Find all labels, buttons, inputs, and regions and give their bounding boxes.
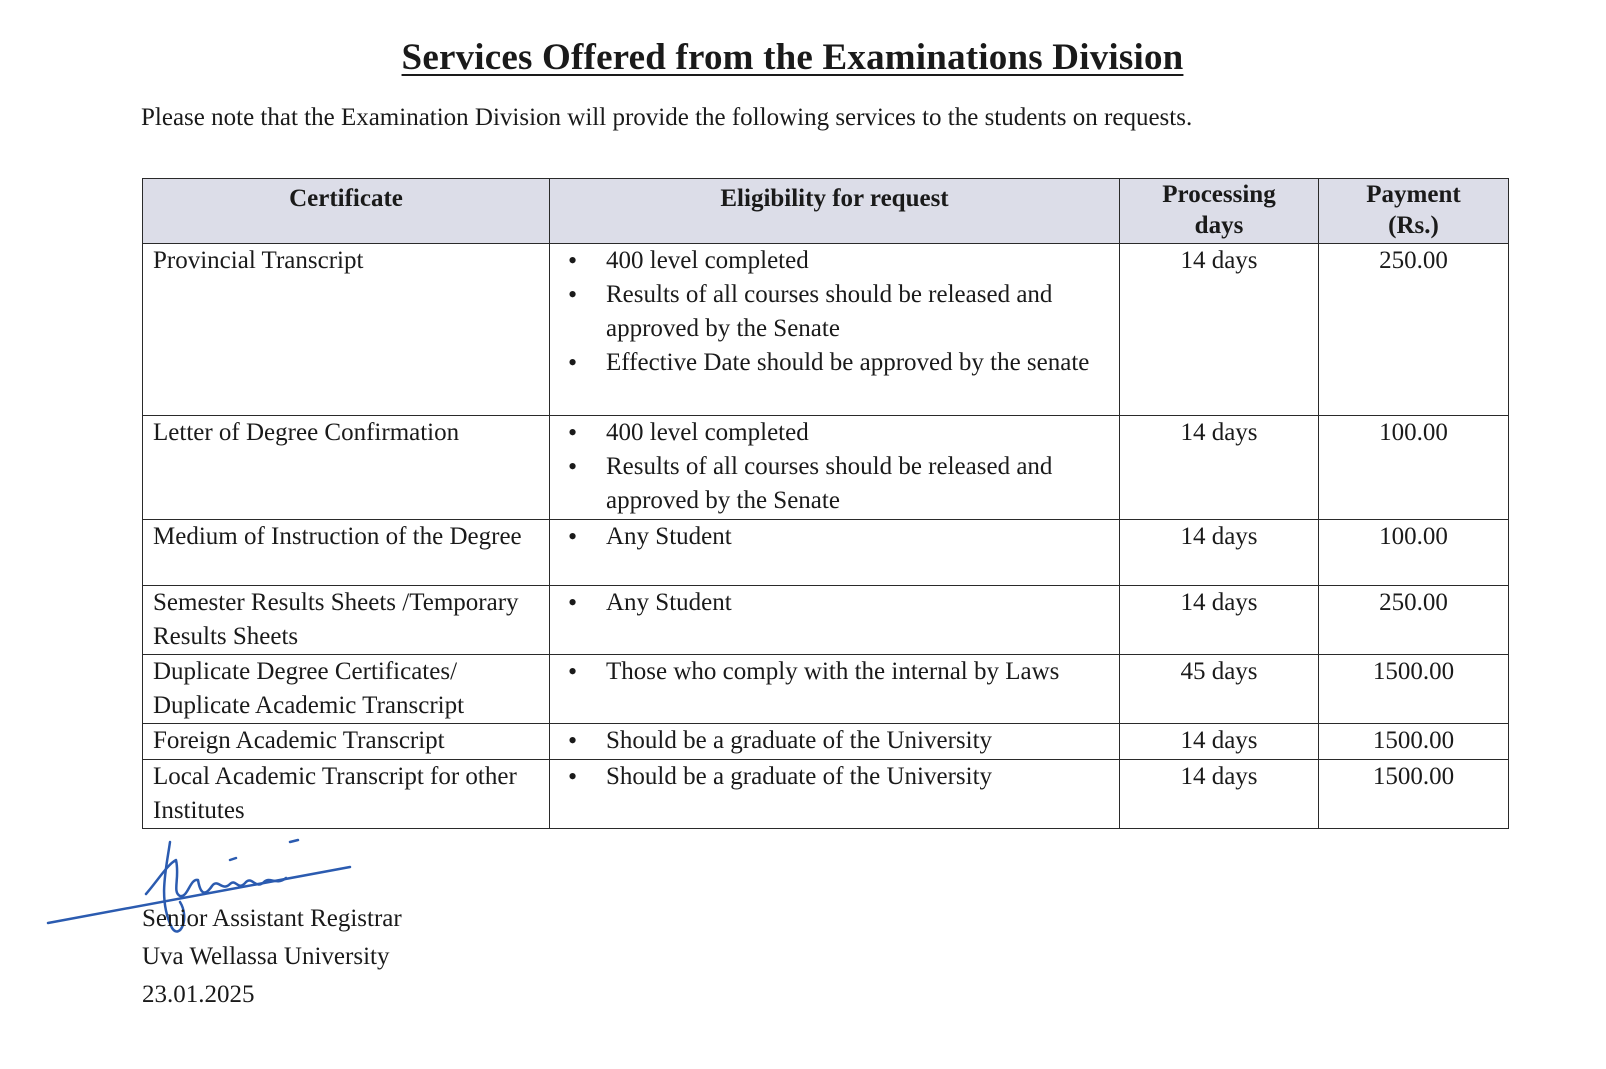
cell-processing-days: 14 days bbox=[1120, 760, 1319, 829]
cell-processing-days: 14 days bbox=[1120, 416, 1319, 520]
bullet-icon: • bbox=[568, 280, 578, 309]
services-table bbox=[142, 178, 1509, 829]
table-row bbox=[143, 655, 1509, 724]
table-body bbox=[143, 244, 1509, 829]
eligibility-text: Results of all courses should be released and approved by the Senate bbox=[606, 281, 1053, 342]
eligibility-text: Any Student bbox=[606, 589, 732, 616]
eligibility-text: Any Student bbox=[606, 523, 732, 550]
eligibility-list bbox=[560, 244, 1109, 380]
header-processing-days bbox=[1120, 179, 1319, 244]
eligibility-text: Should be a graduate of the University bbox=[606, 727, 993, 754]
cell-processing-days: 14 days bbox=[1120, 520, 1319, 586]
cell-eligibility bbox=[550, 724, 1120, 760]
cell-eligibility bbox=[550, 520, 1120, 586]
table-row bbox=[143, 416, 1509, 520]
cell-eligibility bbox=[550, 416, 1120, 520]
cell-processing-days: 14 days bbox=[1120, 586, 1319, 655]
eligibility-item bbox=[568, 760, 1109, 794]
eligibility-list bbox=[560, 655, 1109, 689]
eligibility-text: Should be a graduate of the University bbox=[606, 763, 993, 790]
table-row bbox=[143, 520, 1509, 586]
cell-certificate: Local Academic Transcript for other Institutes bbox=[143, 760, 550, 829]
eligibility-list bbox=[560, 724, 1109, 758]
cell-processing-days: 45 days bbox=[1120, 655, 1319, 724]
header-payment-line2: (Rs.) bbox=[1388, 212, 1439, 239]
bullet-icon: • bbox=[568, 418, 578, 447]
cell-eligibility bbox=[550, 586, 1120, 655]
bullet-icon: • bbox=[568, 348, 578, 377]
signatory-institution: Uva Wellassa University bbox=[142, 943, 390, 970]
cell-eligibility bbox=[550, 244, 1120, 416]
eligibility-text: 400 level completed bbox=[606, 419, 809, 446]
cell-certificate: Duplicate Degree Certificates/ Duplicate Academic Transcript bbox=[143, 655, 550, 724]
table-header-row bbox=[143, 179, 1509, 244]
eligibility-text: 400 level completed bbox=[606, 247, 809, 274]
eligibility-item bbox=[568, 450, 1109, 518]
cell-payment: 1500.00 bbox=[1319, 724, 1509, 760]
eligibility-item bbox=[568, 346, 1109, 380]
header-eligibility-label: Eligibility for request bbox=[720, 185, 949, 212]
header-payment-line1: Payment bbox=[1366, 181, 1461, 208]
cell-payment: 100.00 bbox=[1319, 520, 1509, 586]
bullet-icon: • bbox=[568, 726, 578, 755]
eligibility-item bbox=[568, 586, 1109, 620]
eligibility-text: Those who comply with the internal by Laws bbox=[606, 658, 1060, 685]
header-payment bbox=[1319, 179, 1509, 244]
eligibility-list bbox=[560, 586, 1109, 620]
table-row bbox=[143, 586, 1509, 655]
page-title: Services Offered from the Examinations Division bbox=[401, 37, 1184, 78]
cell-certificate: Letter of Degree Confirmation bbox=[143, 416, 550, 520]
cell-payment: 1500.00 bbox=[1319, 655, 1509, 724]
cell-eligibility bbox=[550, 760, 1120, 829]
cell-certificate: Provincial Transcript bbox=[143, 244, 550, 416]
cell-processing-days: 14 days bbox=[1120, 724, 1319, 760]
signatory-designation: Senior Assistant Registrar bbox=[142, 905, 402, 932]
bullet-icon: • bbox=[568, 246, 578, 275]
table-row bbox=[143, 244, 1509, 416]
signature-date: 23.01.2025 bbox=[142, 981, 255, 1008]
eligibility-text: Results of all courses should be released and approved by the Senate bbox=[606, 453, 1053, 514]
eligibility-item bbox=[568, 724, 1109, 758]
table-row bbox=[143, 724, 1509, 760]
intro-text: Please note that the Examination Division will provide the following services to the students on requests. bbox=[141, 104, 1193, 131]
bullet-icon: • bbox=[568, 762, 578, 791]
cell-payment: 1500.00 bbox=[1319, 760, 1509, 829]
eligibility-list bbox=[560, 416, 1109, 518]
bullet-icon: • bbox=[568, 452, 578, 481]
cell-processing-days: 14 days bbox=[1120, 244, 1319, 416]
eligibility-item bbox=[568, 520, 1109, 554]
bullet-icon: • bbox=[568, 522, 578, 551]
cell-payment: 250.00 bbox=[1319, 244, 1509, 416]
header-certificate bbox=[143, 179, 550, 244]
header-eligibility bbox=[550, 179, 1120, 244]
cell-certificate: Medium of Instruction of the Degree bbox=[143, 520, 550, 586]
eligibility-item bbox=[568, 416, 1109, 450]
eligibility-text: Effective Date should be approved by the senate bbox=[606, 349, 1090, 376]
eligibility-item bbox=[568, 244, 1109, 278]
bullet-icon: • bbox=[568, 657, 578, 686]
cell-payment: 250.00 bbox=[1319, 586, 1509, 655]
eligibility-list bbox=[560, 760, 1109, 794]
bullet-icon: • bbox=[568, 588, 578, 617]
cell-eligibility bbox=[550, 655, 1120, 724]
cell-payment: 100.00 bbox=[1319, 416, 1509, 520]
eligibility-item bbox=[568, 655, 1109, 689]
eligibility-item bbox=[568, 278, 1109, 346]
header-processing-line2: days bbox=[1194, 212, 1244, 239]
table-row bbox=[143, 760, 1509, 829]
eligibility-list bbox=[560, 520, 1109, 554]
header-certificate-label: Certificate bbox=[289, 185, 403, 212]
cell-certificate: Semester Results Sheets /Temporary Results Sheets bbox=[143, 586, 550, 655]
cell-certificate: Foreign Academic Transcript bbox=[143, 724, 550, 760]
signature-block bbox=[142, 900, 402, 1014]
header-processing-line1: Processing bbox=[1162, 181, 1276, 208]
